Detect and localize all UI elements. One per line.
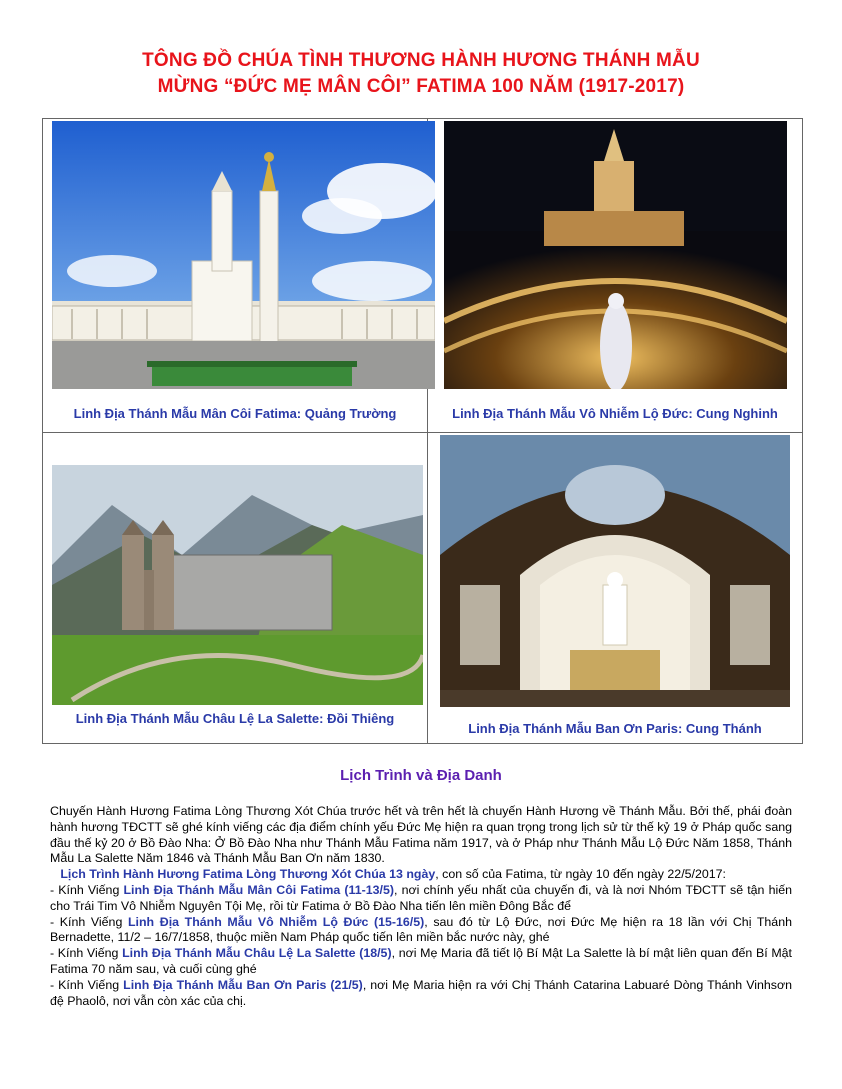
list-item: - Kính Viếng Linh Địa Thánh Mẫu Mân Côi Fatima (11-13/5), nơi chính yếu nhất của chuyến đi, và là nơi Nhóm TĐCTT sẽ tận hiến cho Trái Tim Vô Nhiễm Nguyên Tội Mẹ, rồi từ Fatima ở Bồ Đào Nha tiến lên miền Đông Bắc để bbox=[50, 882, 792, 913]
document-title-line-1: TÔNG ĐỒ CHÚA TÌNH THƯƠNG HÀNH HƯƠNG THÁNH MẪU bbox=[142, 50, 700, 71]
photo-grid bbox=[42, 118, 803, 744]
intro-paragraph: Chuyến Hành Hương Fatima Lòng Thương Xót Chúa trước hết và trên hết là chuyến Hành Hương về Thánh Mẫu. Bởi thế, phái đoàn hành hương TĐCTT sẽ ghé kính viếng các địa điểm chính yếu Đức Mẹ hiện ra quan trọng trong lịch sử từ thế kỷ 19 ở Pháp quốc sang đầu thế kỷ 20 ở Bồ Đào Nha: Ở Bồ Đào Nha như Thánh Mẫu Fatima năm 1917, và ở Pháp như Thánh Mẫu Lộ Đức Năm 1858, Thánh Mẫu La Salette Năm 1846 và Thánh Mẫu Ban Ơn năm 1830. bbox=[50, 804, 792, 866]
photo-cell-paris bbox=[428, 433, 802, 743]
rue-du-bac-chapel-photo bbox=[440, 435, 790, 707]
photo-caption: Linh Địa Thánh Mẫu Ban Ơn Paris: Cung Thánh bbox=[468, 721, 762, 736]
photo-caption: Linh Địa Thánh Mẫu Vô Nhiễm Lộ Đức: Cung Nghinh bbox=[452, 406, 778, 421]
document-title-line-2: MỪNG “ĐỨC MẸ MÂN CÔI” FATIMA 100 NĂM (1917-2017) bbox=[157, 76, 685, 97]
itinerary-text bbox=[50, 804, 792, 1009]
list-item: - Kính Viếng Linh Địa Thánh Mẫu Châu Lệ La Salette (18/5), nơi Mẹ Maria đã tiết lộ Bí Mật La Salette là bí mật liên quan đến Bí Mật Fatima 70 năm sau, và cuối cùng ghé bbox=[50, 946, 792, 976]
photo-cell-fatima bbox=[43, 119, 428, 433]
section-heading: Lịch Trình và Địa Danh bbox=[340, 767, 502, 784]
list-item: - Kính Viếng Linh Địa Thánh Mẫu Vô Nhiễm Lộ Đức (15-16/5), sau đó từ Lộ Đức, nơi Đức Mẹ hiện ra 18 lần với Chị Thánh Bernadette, 11/2 – 16/7/1858, thuộc miền Nam Pháp quốc tiến lên miền bắc nước này, ghé bbox=[50, 914, 792, 945]
lourdes-procession-photo bbox=[444, 121, 787, 389]
place-name: Linh Địa Thánh Mẫu Vô Nhiễm Lộ Đức (15-16/5) bbox=[127, 914, 425, 929]
place-name: Linh Địa Thánh Mẫu Ban Ơn Paris (21/5) bbox=[123, 977, 363, 992]
itinerary-highlight: Lịch Trình Hành Hương Fatima Lòng Thương Xót Chúa 13 ngày bbox=[60, 867, 436, 882]
fatima-basilica-photo bbox=[52, 121, 435, 389]
photo-caption: Linh Địa Thánh Mẫu Mân Côi Fatima: Quảng Trường bbox=[73, 406, 397, 421]
itinerary-rest: , con số của Fatima, từ ngày 10 đến ngày 22/5/2017: bbox=[435, 867, 726, 882]
place-name: Linh Địa Thánh Mẫu Châu Lệ La Salette (18/5) bbox=[122, 946, 392, 961]
la-salette-sanctuary-photo bbox=[52, 465, 423, 705]
place-name: Linh Địa Thánh Mẫu Mân Côi Fatima (11-13/5) bbox=[123, 882, 395, 897]
photo-caption: Linh Địa Thánh Mẫu Châu Lệ La Salette: Đồi Thiêng bbox=[75, 711, 395, 726]
itinerary-summary bbox=[50, 867, 792, 883]
list-item: - Kính Viếng Linh Địa Thánh Mẫu Ban Ơn Paris (21/5), nơi Mẹ Maria hiện ra với Chị Thánh Catarina Labuaré Dòng Thánh Vinhsơn đệ Phaolô, nơi vẫn còn xác của chị. bbox=[50, 977, 792, 1008]
photo-cell-lourdes bbox=[428, 119, 802, 433]
photo-cell-la-salette bbox=[43, 433, 428, 743]
